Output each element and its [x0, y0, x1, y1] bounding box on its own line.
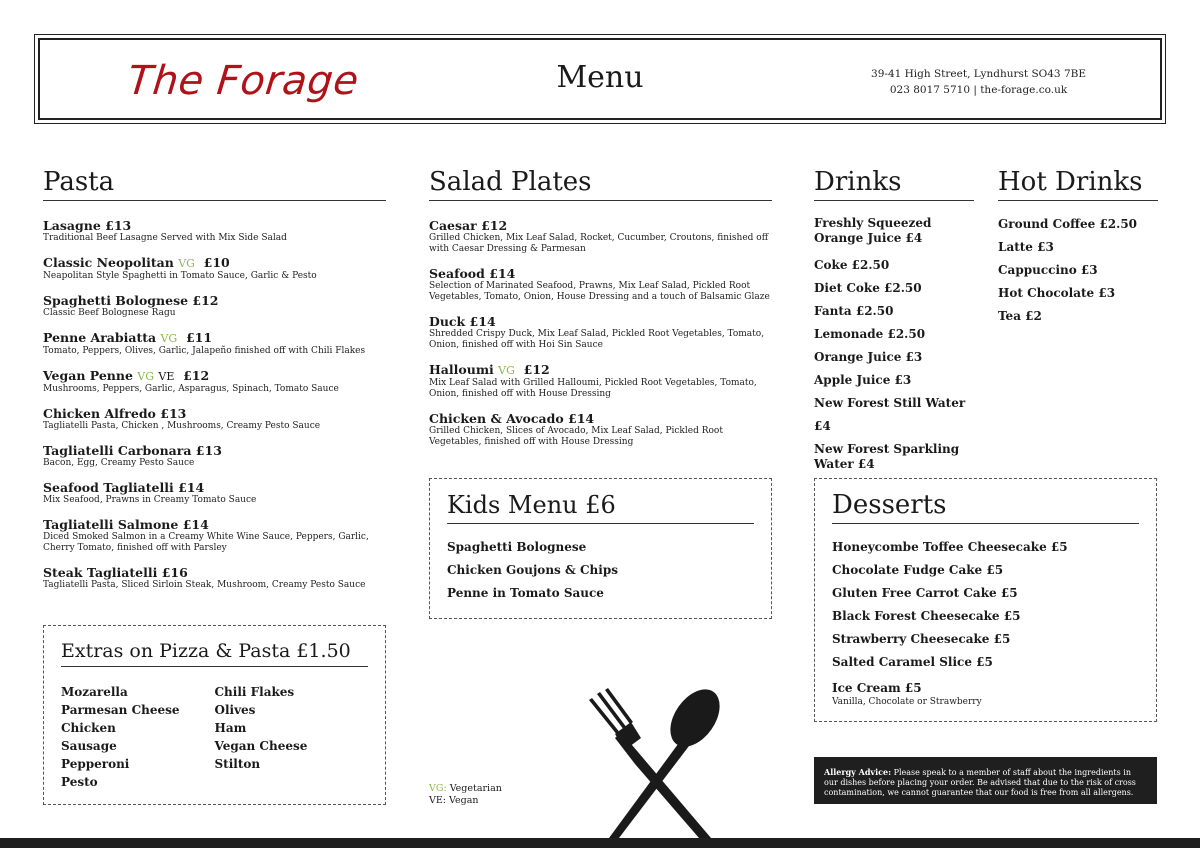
- diet-legend: [429, 783, 502, 807]
- list-item: Apple Juice £3: [814, 373, 912, 387]
- list-item: Mozarella: [61, 685, 128, 699]
- list-item: Fanta £2.50: [814, 304, 894, 318]
- pasta-title: Pasta: [43, 167, 115, 197]
- hot-drinks-section: [998, 166, 1158, 328]
- menu-item: Chicken Alfredo £13 Tagliatelli Pasta, Chicken , Mushrooms, Creamy Pesto Sauce: [43, 406, 321, 431]
- list-item: Coke £2.50: [814, 258, 890, 272]
- list-item: Penne in Tomato Sauce: [447, 586, 604, 600]
- hot-drinks-title: Hot Drinks: [998, 167, 1143, 197]
- list-item: Tea £2: [998, 309, 1042, 323]
- list-item: Chicken: [61, 721, 116, 735]
- list-item: Chili Flakes: [214, 685, 295, 699]
- list-item: Lemonade £2.50: [814, 327, 926, 341]
- menu-item: Spaghetti Bolognese £12 Classic Beef Bolognese Ragu: [43, 293, 219, 318]
- ve-text: Vegan: [449, 795, 479, 806]
- contact-line: 023 8017 5710 | the-forage.co.uk: [889, 84, 1068, 96]
- list-item: Olives: [214, 703, 256, 717]
- salad-section: [429, 166, 772, 459]
- list-item: Orange Juice £3: [814, 350, 923, 364]
- kids-title: Kids Menu £6: [447, 491, 616, 519]
- menu-item: Classic Neopolitan VG £10 Neapolitan Style Spaghetti in Tomato Sauce, Garlic & Pesto: [43, 255, 317, 281]
- vg-key: VG:: [429, 783, 447, 794]
- list-item: Chicken Goujons & Chips: [447, 563, 618, 577]
- menu-item: Vegan Penne VG VE £12 Mushrooms, Peppers, Garlic, Asparagus, Spinach, Tomato Sauce: [43, 368, 339, 394]
- menu-item: Seafood £14 Selection of Marinated Seafood, Prawns, Mix Leaf Salad, Pickled Root Vegetables, Tomato, Onion, House Dressing and a touch of Balsamic Glaze: [429, 266, 770, 302]
- extras-box: [43, 625, 386, 805]
- address-line: 39-41 High Street, Lyndhurst SO43 7BE: [871, 68, 1086, 80]
- list-item: Stilton: [214, 757, 261, 771]
- brand-logo: The Forage: [125, 58, 361, 104]
- kids-menu-box: [429, 478, 772, 619]
- list-item: Gluten Free Carrot Cake £5: [832, 586, 1018, 600]
- extras-list: [61, 683, 368, 791]
- menu-item: Chicken & Avocado £14 Grilled Chicken, Slices of Avocado, Mix Leaf Salad, Pickled Root Vegetables, finished off with House Dressing: [429, 411, 723, 447]
- list-item: Strawberry Cheesecake £5: [832, 632, 1011, 646]
- list-item: Black Forest Cheesecake £5: [832, 609, 1021, 623]
- drinks-section: [814, 166, 974, 472]
- desserts-title: Desserts: [832, 490, 947, 520]
- address-block: [871, 66, 1086, 98]
- ve-key: VE:: [429, 795, 446, 806]
- menu-item: Penne Arabiatta VG £11 Tomato, Peppers, Olives, Garlic, Jalapeño finished off with Chili Flakes: [43, 330, 366, 356]
- fork-and-spoon-icon: [585, 688, 735, 838]
- list-item: Salted Caramel Slice £5: [832, 655, 993, 669]
- menu-item: Tagliatelli Carbonara £13 Bacon, Egg, Creamy Pesto Sauce: [43, 443, 222, 468]
- list-item: Diet Coke £2.50: [814, 281, 922, 295]
- list-item: Pepperoni: [61, 757, 130, 771]
- list-item: Chocolate Fudge Cake £5: [832, 563, 1004, 577]
- list-item: Sausage: [61, 739, 117, 753]
- list-item: Ice Cream £5: [832, 681, 922, 695]
- menu-item: Duck £14 Shredded Crispy Duck, Mix Leaf Salad, Pickled Root Vegetables, Tomato, Onion, finished off with Hoi Sin Sauce: [429, 314, 765, 350]
- list-item: New Forest Still Water £4: [814, 396, 966, 433]
- ice-cream-note: Vanilla, Chocolate or Strawberry: [832, 697, 982, 707]
- menu-item: Halloumi VG £12 Mix Leaf Salad with Grilled Halloumi, Pickled Root Vegetables, Tomato, Onion, finished off with House Dressing: [429, 362, 757, 399]
- allergy-advice: [814, 757, 1157, 804]
- header-box: [38, 38, 1162, 120]
- footer-bar: [0, 838, 1200, 848]
- drinks-title: Drinks: [814, 167, 902, 197]
- menu-item: Steak Tagliatelli £16 Tagliatelli Pasta, Sliced Sirloin Steak, Mushroom, Creamy Pesto Sauce: [43, 565, 366, 590]
- pasta-section: [43, 166, 386, 602]
- list-item: Parmesan Cheese: [61, 703, 180, 717]
- list-item: Latte £3: [998, 240, 1054, 254]
- desserts-box: [814, 478, 1157, 722]
- list-item: Hot Chocolate £3: [998, 286, 1116, 300]
- menu-item: Seafood Tagliatelli £14 Mix Seafood, Prawns in Creamy Tomato Sauce: [43, 480, 257, 505]
- menu-item: Caesar £12 Grilled Chicken, Mix Leaf Salad, Rocket, Cucumber, Croutons, finished off with Caesar Dressing & Parmesan: [429, 218, 769, 254]
- list-item: Pesto: [61, 775, 98, 789]
- list-item: Vegan Cheese: [214, 739, 308, 753]
- vg-text: Vegetarian: [449, 783, 502, 794]
- menu-item: Tagliatelli Salmone £14 Diced Smoked Salmon in a Creamy White Wine Sauce, Peppers, Garlic, Cherry Tomato, finished off with Parsley: [43, 517, 369, 553]
- page-title: Menu: [556, 60, 644, 95]
- list-item: Cappuccino £3: [998, 263, 1098, 277]
- menu-item: Lasagne £13 Traditional Beef Lasagne Served with Mix Side Salad: [43, 218, 287, 243]
- list-item: New Forest Sparkling Water £4: [814, 442, 960, 471]
- list-item: Spaghetti Bolognese: [447, 540, 587, 554]
- allergy-text: Please speak to a member of staff about the ingredients in our dishes before placing your order. Be advised that due to the risk of cross contamination, we cannot guarantee that our food is free from all allergens.: [824, 768, 1136, 797]
- list-item: Ground Coffee £2.50: [998, 217, 1138, 231]
- allergy-label: Allergy Advice:: [824, 767, 892, 777]
- list-item: Honeycombe Toffee Cheesecake £5: [832, 540, 1068, 554]
- extras-title: Extras on Pizza & Pasta £1.50: [61, 640, 351, 662]
- list-item: Freshly Squeezed Orange Juice £4: [814, 216, 932, 245]
- salad-title: Salad Plates: [429, 167, 592, 197]
- list-item: Ham: [214, 721, 247, 735]
